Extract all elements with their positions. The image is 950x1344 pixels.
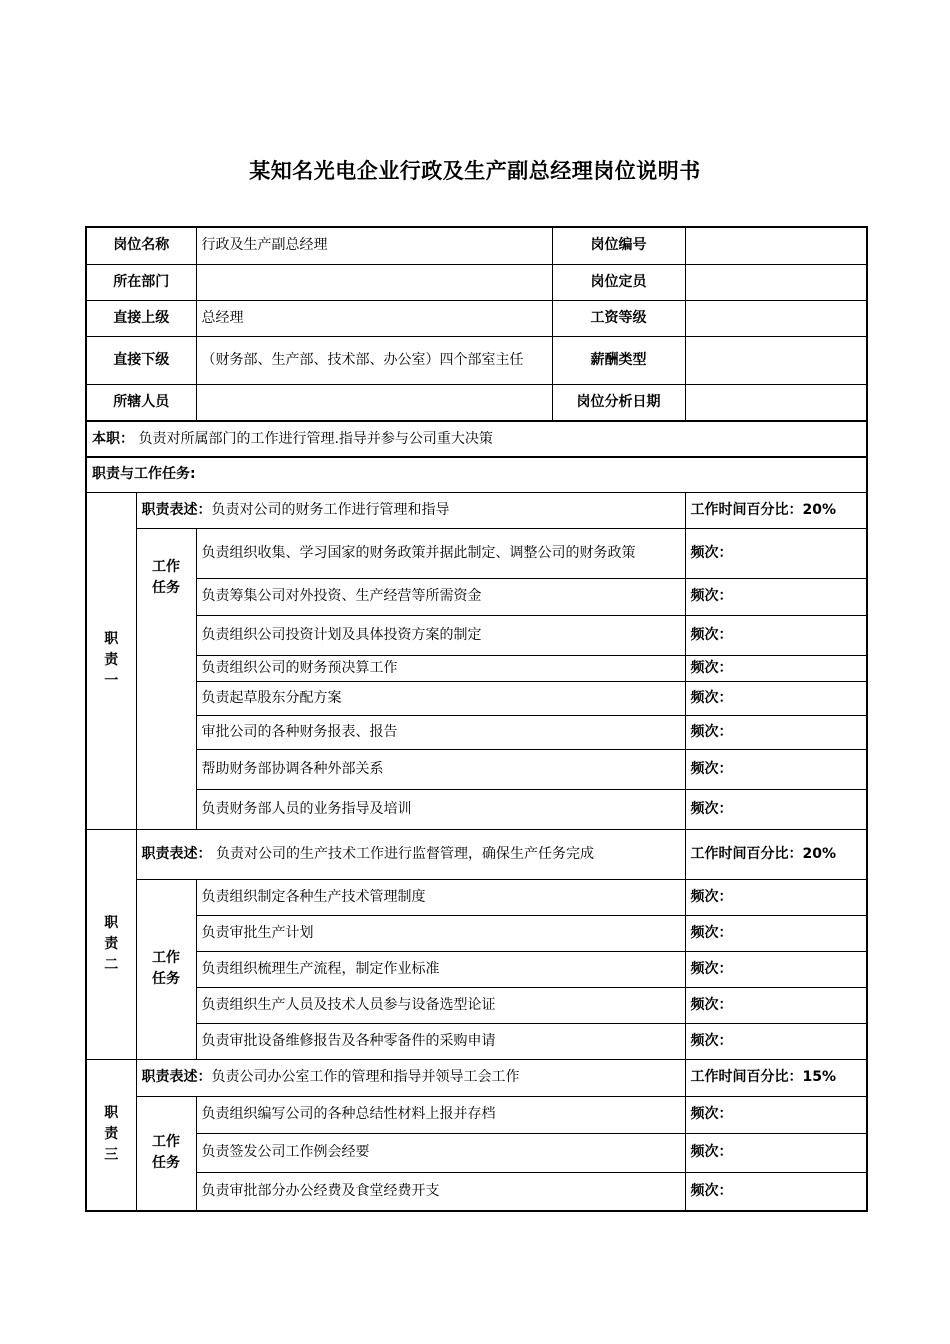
duty-desc-label: 职责表述： [141,501,212,518]
page-title: 某知名光电企业行政及生产副总经理岗位说明书 [249,159,701,183]
header-value [685,300,867,336]
task-frequency: 频次： [685,681,867,715]
duty-percent: 工作时间百分比：20% [685,829,867,879]
duty-desc-cell [136,1059,685,1096]
header-row [86,300,867,336]
header-label: 岗位分析日期 [552,384,685,421]
header-value [685,384,867,421]
task-text: 负责组织公司的财务预决算工作 [196,655,685,681]
task-row [86,951,867,987]
duty-name-char: 责 [104,1126,119,1143]
task-label: 工作 [152,1134,180,1151]
benzhi-row [86,421,867,457]
task-text: 帮助财务部协调各种外部关系 [196,749,685,789]
task-text: 负责审批生产计划 [196,915,685,951]
header-value [685,264,867,300]
task-row [86,1096,867,1133]
duty-desc-cell [136,492,685,528]
task-row [86,915,867,951]
duty-name-char: 二 [104,956,119,973]
header-row [86,384,867,421]
duty-name-char: 责 [104,652,119,668]
header-row [86,227,867,264]
task-text: 负责组织制定各种生产技术管理制度 [196,879,685,915]
header-label: 岗位名称 [86,227,196,264]
task-frequency: 频次： [685,987,867,1023]
task-row [86,681,867,715]
task-text: 负责组织公司投资计划及具体投资方案的制定 [196,615,685,655]
header-label: 直接下级 [86,336,196,384]
duty-name-char: 责 [104,935,119,952]
task-frequency: 频次： [685,1172,867,1211]
task-row [86,879,867,915]
duty-percent: 工作时间百分比：15% [685,1059,867,1096]
task-label: 任务 [152,579,180,596]
task-text: 负责筹集公司对外投资、生产经营等所需资金 [196,578,685,615]
duty-name-cell [86,1059,136,1211]
duty-desc-label: 职责表述： [141,1069,212,1085]
duty-name-char: 一 [104,673,119,689]
benzhi-text: 负责对所属部门的工作进行管理.指导并参与公司重大决策 [138,430,493,447]
duty-name-char: 职 [104,1105,119,1122]
task-text: 负责组织收集、学习国家的财务政策并据此制定、调整公司的财务政策 [196,528,685,578]
header-label: 薪酬类型 [552,336,685,384]
task-row [86,655,867,681]
duty-percent: 工作时间百分比：20% [685,492,867,528]
duty-name-char: 职 [104,631,119,647]
task-label: 任务 [152,971,180,987]
task-frequency: 频次： [685,715,867,749]
task-row [86,987,867,1023]
duty-desc-text: 负责对公司的财务工作进行管理和指导 [211,501,450,518]
task-text: 负责审批设备维修报告及各种零备件的采购申请 [196,1023,685,1059]
duty-desc-text: 负责公司办公室工作的管理和指导并领导工会工作 [211,1069,520,1085]
task-text: 负责财务部人员的业务指导及培训 [196,789,685,829]
header-label: 所在部门 [86,264,196,300]
task-label-cell [136,879,196,1059]
header-label: 岗位编号 [552,227,685,264]
task-frequency: 频次： [685,1133,867,1172]
task-row [86,615,867,655]
header-label: 所辖人员 [86,384,196,421]
task-frequency: 频次： [685,578,867,615]
benzhi-label: 本职： [92,430,134,447]
header-label: 直接上级 [86,300,196,336]
header-label: 岗位定员 [552,264,685,300]
task-row [86,715,867,749]
task-label-cell [136,528,196,829]
task-label: 任务 [152,1155,180,1172]
task-frequency: 频次： [685,915,867,951]
task-frequency: 频次： [685,951,867,987]
task-frequency: 频次： [685,528,867,578]
task-text: 负责组织编写公司的各种总结性材料上报并存档 [196,1096,685,1133]
duty-desc-row [86,829,867,879]
duty-name-char: 职 [104,914,119,931]
task-row [86,749,867,789]
task-frequency: 频次： [685,749,867,789]
duty-name-cell [86,829,136,1059]
task-text: 负责审批部分办公经费及食堂经费开支 [196,1172,685,1211]
duties-heading: 职责与工作任务: [86,457,867,492]
header-value [196,264,552,300]
header-value: （财务部、生产部、技术部、办公室）四个部室主任 [196,336,552,384]
task-row [86,578,867,615]
task-row [86,528,867,578]
duty-desc-row [86,492,867,528]
header-value [196,384,552,421]
header-value [685,227,867,264]
task-row [86,1023,867,1059]
benzhi-cell [86,421,867,457]
header-value [685,336,867,384]
duty-desc-label: 职责表述： [141,845,212,862]
task-row [86,789,867,829]
task-text: 负责签发公司工作例会经要 [196,1133,685,1172]
task-label: 工作 [152,950,180,966]
duty-desc-row [86,1059,867,1096]
header-row [86,264,867,300]
header-row [86,336,867,384]
task-label-cell [136,1096,196,1211]
header-value: 总经理 [196,300,552,336]
duty-desc-text: 负责对公司的生产技术工作进行监督管理，确保生产任务完成 [211,845,594,862]
duty-name-char: 三 [104,1147,119,1164]
duty-name-cell [86,492,136,829]
task-frequency: 频次： [685,879,867,915]
duties-heading-row [86,457,867,492]
job-description-table [85,226,868,1212]
task-row [86,1172,867,1211]
task-label: 工作 [152,558,180,575]
task-frequency: 频次： [685,615,867,655]
task-text: 负责组织梳理生产流程，制定作业标准 [196,951,685,987]
task-frequency: 频次： [685,655,867,681]
task-frequency: 频次： [685,1096,867,1133]
task-row [86,1133,867,1172]
task-frequency: 频次： [685,1023,867,1059]
task-text: 审批公司的各种财务报表、报告 [196,715,685,749]
task-text: 负责组织生产人员及技术人员参与设备选型论证 [196,987,685,1023]
header-value: 行政及生产副总经理 [196,227,552,264]
header-label: 工资等级 [552,300,685,336]
task-text: 负责起草股东分配方案 [196,681,685,715]
duty-desc-cell [136,829,685,879]
task-frequency: 频次： [685,789,867,829]
